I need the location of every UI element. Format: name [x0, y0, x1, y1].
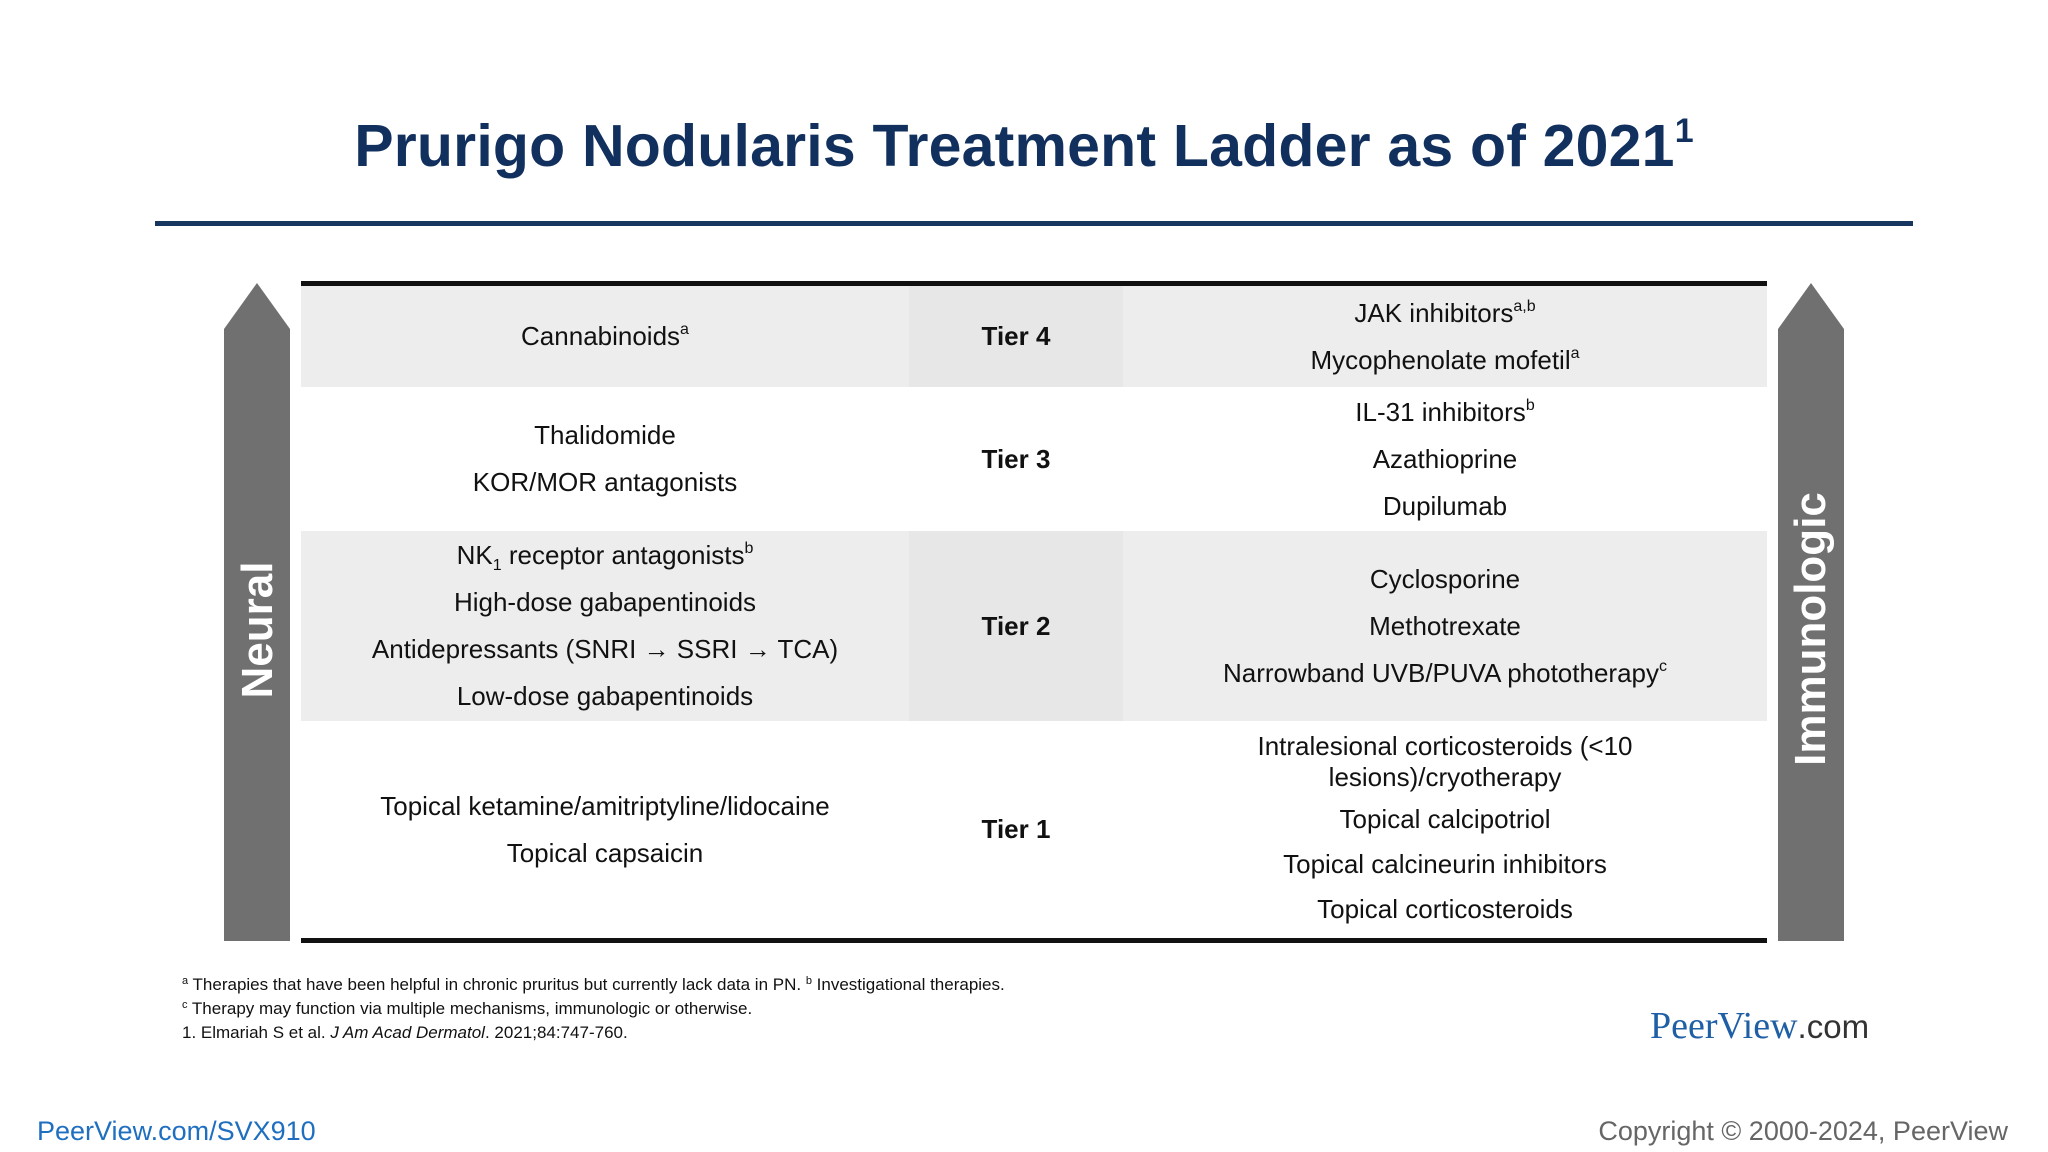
list-item: Methotrexate	[1369, 610, 1521, 641]
list-item: JAK inhibitors$^{a,b}$	[1354, 297, 1536, 328]
neural-label: Neural	[233, 561, 282, 699]
list-item: $NK_1$ receptor antagonists$^b$	[456, 540, 754, 574]
footer-link[interactable]: PeerView.com/SVX910	[37, 1116, 316, 1146]
tier-4-neural	[301, 286, 909, 387]
list-item: Narrowband UVB/PUVA phototherapy$^c$	[1223, 657, 1667, 688]
list-item: Cannabinoids$^a$	[521, 321, 689, 351]
tier-1-neural	[301, 721, 909, 938]
list-item: Azathioprine	[1372, 443, 1518, 474]
treatment-table	[301, 281, 1767, 943]
list-item: IL-31 inhibitors$^b$	[1355, 396, 1535, 427]
list-item: Topical ketamine/amitriptyline/lidocaine	[380, 790, 830, 821]
list-item: Mycophenolate mofetil$^a$	[1310, 344, 1580, 375]
tier-3-label: Tier 3	[981, 443, 1051, 474]
list-item: Topical corticosteroids	[1317, 894, 1573, 924]
list-item: KOR/MOR antagonists	[472, 467, 738, 497]
tier-2-label: Tier 2	[909, 531, 1123, 721]
tier-2-immunologic	[1123, 531, 1767, 721]
footnote-ab: $^a$ Therapies that have been helpful in chronic pruritus but currently lack data in PN. $^b$ Investigational therapies.	[182, 975, 1005, 994]
list-item: Intralesional corticosteroids (<10 lesions)/cryotherapy	[1257, 731, 1633, 792]
tier-1-immunologic	[1123, 721, 1767, 938]
list-item: Topical calcipotriol	[1339, 804, 1551, 834]
tier-4-immunologic	[1123, 286, 1767, 387]
list-item: Low-dose gabapentinoids	[456, 681, 754, 711]
list-item: Antidepressants (SNRI → SSRI → TCA)	[371, 634, 839, 664]
list-item: Topical calcineurin inhibitors	[1283, 849, 1607, 879]
title-divider	[155, 221, 1913, 226]
immunologic-label: Immunologic	[1786, 492, 1835, 766]
copyright-text: Copyright © 2000-2024, PeerView	[1598, 1116, 2008, 1146]
list-item: High-dose gabapentinoids	[453, 587, 757, 617]
tier-4-label: Tier 4	[909, 286, 1123, 387]
list-item: Thalidomide	[534, 420, 676, 450]
tier-2-neural	[301, 531, 909, 721]
footnote-reference: 1. Elmariah S et al. J Am Acad Dermatol. 2021;84:747-760.	[182, 1023, 628, 1042]
list-item: Dupilumab	[1382, 490, 1508, 521]
list-item: Cyclosporine	[1369, 563, 1521, 594]
tier-4-row	[301, 286, 1767, 387]
tier-1-label: Tier 1	[981, 814, 1051, 844]
peerview-logo: PeerView.com	[1650, 1005, 1870, 1047]
page-title: Prurigo Nodularis Treatment Ladder as of 2021$^1$	[354, 112, 1694, 179]
footnote-c: $^c$ Therapy may function via multiple mechanisms, immunologic or otherwise.	[182, 999, 753, 1018]
tier-3-row	[301, 387, 1767, 531]
tier-1-row	[301, 721, 1767, 938]
tier-2-row	[301, 531, 1767, 721]
tier-3-immunologic	[1123, 387, 1767, 531]
tier-3-neural	[301, 387, 909, 531]
list-item: Topical capsaicin	[506, 837, 704, 868]
